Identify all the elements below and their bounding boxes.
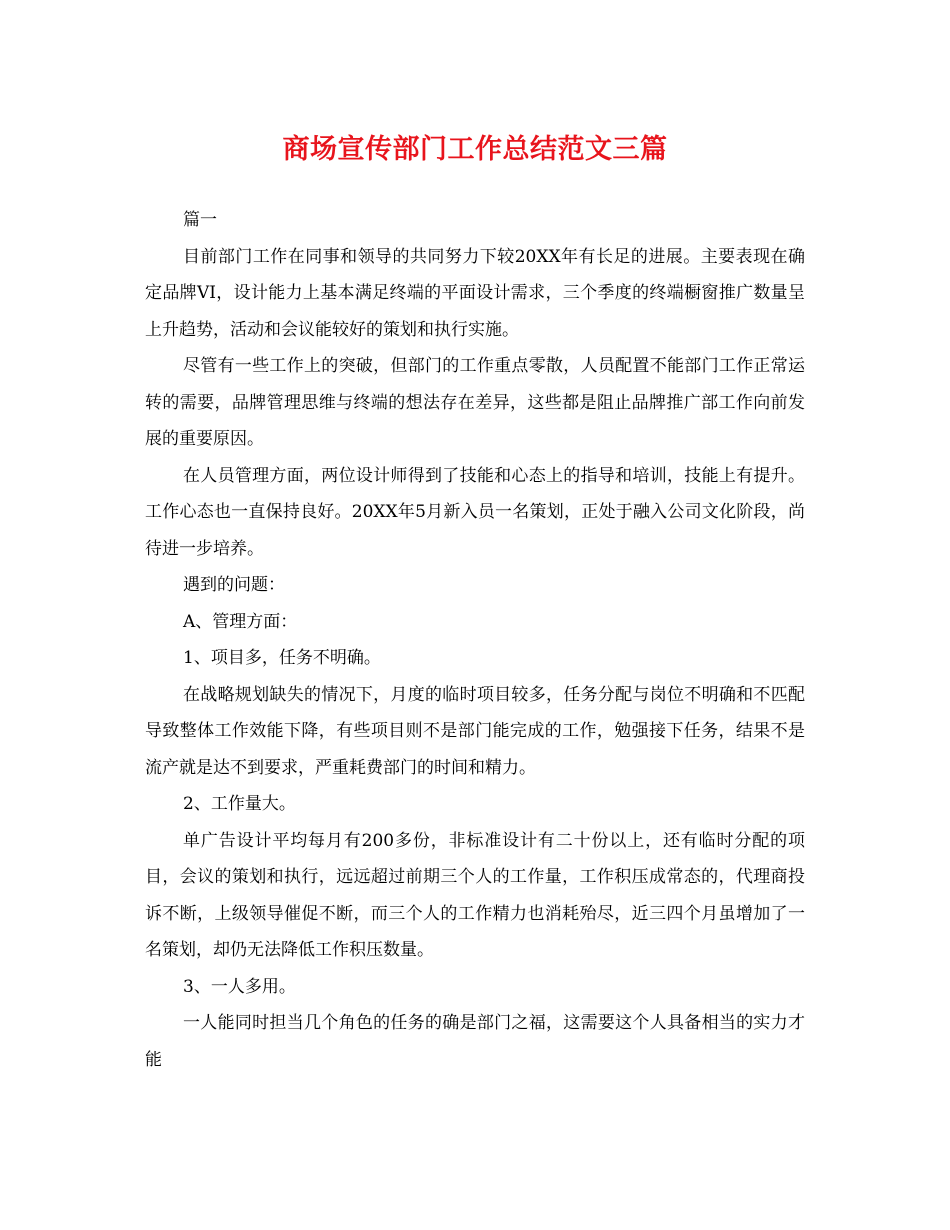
list-item-heading: 2、工作量大。 xyxy=(183,794,296,814)
body-paragraph: 尽管有一些工作上的突破，但部门的工作重点零散，人员配置不能部门工作正常运转的需要，品牌管理思维与终端的想法存在差异，这些都是阻止品牌推广部工作向前发展的重要原因。 xyxy=(145,356,805,449)
subheading: 遇到的问题： xyxy=(183,575,285,595)
body-paragraph: 目前部门工作在同事和领导的共同努力下较20XX年有长足的进展。主要表现在确定品牌VI，设计能力上基本满足终端的平面设计需求，三个季度的终端橱窗推广数量呈上升趋势，活动和会议能较好的策划和执行实施。 xyxy=(145,246,805,340)
document-body xyxy=(145,202,805,1078)
body-paragraph: 一人能同时担当几个角色的任务的确是部门之福，这需要这个人具备相当的实力才能 xyxy=(145,1013,805,1070)
subheading: A、管理方面： xyxy=(183,611,298,632)
section-heading: 篇一 xyxy=(183,210,217,230)
body-paragraph: 单广告设计平均每月有200多份，非标准设计有二十份以上，还有临时分配的项目，会议的策划和执行，远远超过前期三个人的工作量，工作积压成常态的，代理商投诉不断，上级领导催促不断，而三个人的工作精力也消耗殆尽，近三四个月虽增加了一名策划，却仍无法降低工作积压数量。 xyxy=(145,830,805,960)
body-paragraph: 在人员管理方面，两位设计师得到了技能和心态上的指导和培训，技能上有提升。工作心态也一直保持良好。20XX年5月新入员一名策划，正处于融入公司文化阶段，尚待进一步培养。 xyxy=(145,465,805,559)
body-paragraph: 在战略规划缺失的情况下，月度的临时项目较多，任务分配与岗位不明确和不匹配导致整体工作效能下降，有些项目则不是部门能完成的工作，勉强接下任务，结果不是流产就是达不到要求，严重耗费部门的时间和精力。 xyxy=(145,684,805,778)
document-title: 商场宣传部门工作总结范文三篇 xyxy=(282,134,668,165)
list-item-heading: 1、项目多，任务不明确。 xyxy=(183,648,381,668)
list-item-heading: 3、一人多用。 xyxy=(183,976,296,997)
